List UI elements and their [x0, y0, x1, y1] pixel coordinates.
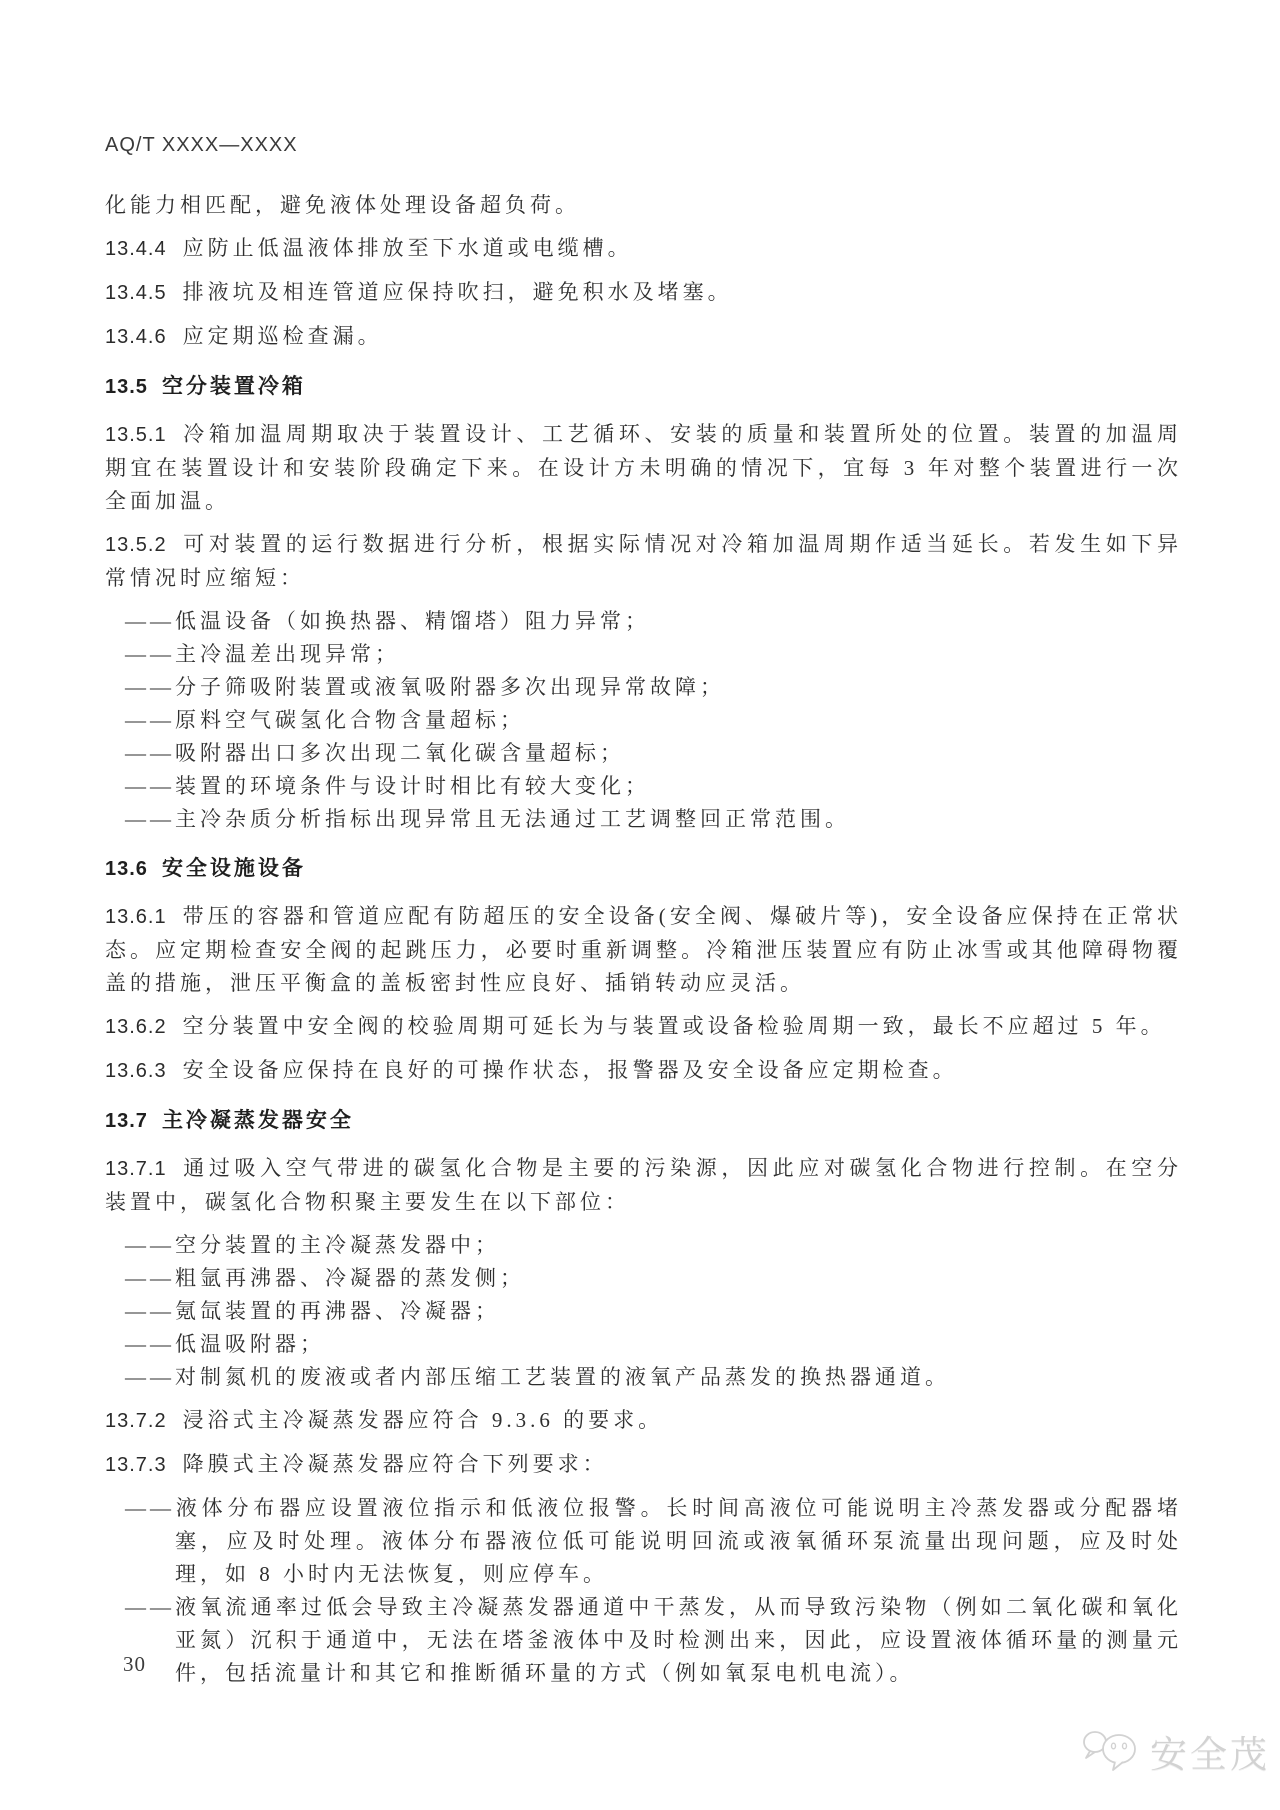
section-title: 主冷凝蒸发器安全: [161, 1108, 354, 1132]
clause-text: 排液坑及相连管道应保持吹扫，避免积水及堵塞。: [182, 280, 733, 304]
dash-list-item: ——主冷杂质分析指标出现异常且无法通过工艺调整回正常范围。: [125, 807, 850, 831]
section-number: 13.6: [105, 858, 148, 880]
clause-13-6-2: [105, 1010, 1182, 1044]
clause-13-5-1: [105, 418, 1182, 518]
clause-13-6-1: [105, 900, 1182, 1000]
dash-list-item: ——分子筛吸附装置或液氧吸附器多次出现异常故障；: [125, 675, 725, 699]
clause-number: 13.5.2: [105, 534, 167, 556]
page-number: 30: [123, 1652, 146, 1676]
clause-number: 13.6.1: [105, 906, 167, 928]
clause-number: 13.6.2: [105, 1016, 167, 1038]
dash-list-item: ——氪氙装置的再沸器、冷凝器；: [125, 1299, 500, 1323]
section-heading-13-5: [105, 370, 1182, 404]
clause-number: 13.7.2: [105, 1410, 167, 1432]
clause-13-7-1: [105, 1152, 1182, 1219]
clause-number: 13.4.6: [105, 326, 167, 348]
clause-text: 可对装置的运行数据进行分析，根据实际情况对冷箱加温周期作适当延长。若发生如下异常情况时应缩短：: [105, 532, 1182, 590]
clause-text: 降膜式主冷凝蒸发器应符合下列要求：: [182, 1452, 608, 1476]
clause-text: 带压的容器和管道应配有防超压的安全设备(安全阀、爆破片等)，安全设备应保持在正常状态。应定期检查安全阀的起跳压力，必要时重新调整。冷箱泄压装置应有防止冰雪或其他障碍物覆盖的措施，泄压平衡盒的盖板密封性应良好、插销转动应灵活。: [105, 904, 1182, 995]
watermark: [1082, 1724, 1270, 1778]
wechat-icon: [1082, 1725, 1144, 1777]
clause-text: 安全设备应保持在良好的可操作状态，报警器及安全设备应定期检查。: [182, 1058, 958, 1082]
section-title: 空分装置冷箱: [161, 374, 306, 398]
clause-13-4-4: [105, 232, 1182, 266]
clause-number: 13.5.1: [105, 424, 167, 446]
section-title: 安全设施设备: [161, 856, 306, 880]
section-number: 13.7: [105, 1110, 148, 1132]
dash-list-item: ——粗氩再沸器、冷凝器的蒸发侧；: [125, 1266, 525, 1290]
dash-list-item: ——液氧流通率过低会导致主冷凝蒸发器通道中干蒸发，从而导致污染物（例如二氧化碳和氧化亚氮）沉积于通道中，无法在塔釜液体中及时检测出来，因此，应设置液体循环量的测量元件，包括流量计和其它和推断循环量的方式（例如氧泵电机电流）。: [125, 1595, 1182, 1685]
clause-text: 空分装置中安全阀的校验周期可延长为与装置或设备检验周期一致，最长不应超过 5 年。: [182, 1014, 1166, 1038]
dash-list-item: ——空分装置的主冷凝蒸发器中；: [125, 1233, 500, 1257]
clause-text: 通过吸入空气带进的碳氢化合物是主要的污染源，因此应对碳氢化合物进行控制。在空分装置中，碳氢化合物积聚主要发生在以下部位：: [105, 1156, 1182, 1214]
clause-text: 应防止低温液体排放至下水道或电缆槽。: [182, 236, 633, 260]
clause-text: 浸浴式主冷凝蒸发器应符合 9.3.6 的要求。: [182, 1408, 664, 1432]
dash-list-item: ——原料空气碳氢化合物含量超标；: [125, 708, 525, 732]
dash-list-item: ——对制氮机的废液或者内部压缩工艺装置的液氧产品蒸发的换热器通道。: [125, 1365, 950, 1389]
watermark-label: 安全茂: [1150, 1733, 1270, 1776]
clause-text: 冷箱加温周期取决于装置设计、工艺循环、安装的质量和装置所处的位置。装置的加温周期宜在装置设计和安装阶段确定下来。在设计方未明确的情况下，宜每 3 年对整个装置进行一次全面加温。: [105, 422, 1182, 513]
clause-text: 应定期巡检查漏。: [182, 324, 383, 348]
clause-13-6-3: [105, 1054, 1182, 1088]
standard-number-header: AQ/T XXXX—XXXX: [105, 134, 298, 156]
dash-list-item: ——液体分布器应设置液位指示和低液位报警。长时间高液位可能说明主冷蒸发器或分配器堵塞，应及时处理。液体分布器液位低可能说明回流或液氧循环泵流量出现问题，应及时处理，如 8 小时内无法恢复，则应停车。: [125, 1496, 1182, 1586]
section-heading-13-6: [105, 852, 1182, 886]
paragraph-continuation: 化能力相匹配，避免液体处理设备超负荷。: [105, 193, 580, 217]
clause-13-5-2: [105, 528, 1182, 595]
clause-13-4-5: [105, 276, 1182, 310]
dash-list-item: ——主冷温差出现异常；: [125, 642, 400, 666]
section-number: 13.5: [105, 376, 148, 398]
clause-number: 13.7.1: [105, 1158, 167, 1180]
dash-list-item: ——装置的环境条件与设计时相比有较大变化；: [125, 774, 650, 798]
dash-list-item: ——低温设备（如换热器、精馏塔）阻力异常；: [125, 609, 650, 633]
clause-number: 13.7.3: [105, 1454, 167, 1476]
dash-list-item: ——低温吸附器；: [125, 1332, 325, 1356]
clause-13-4-6: [105, 320, 1182, 354]
clause-number: 13.6.3: [105, 1060, 167, 1082]
clause-number: 13.4.4: [105, 238, 167, 260]
clause-number: 13.4.5: [105, 282, 167, 304]
dash-list-item: ——吸附器出口多次出现二氧化碳含量超标；: [125, 741, 625, 765]
clause-13-7-2: [105, 1404, 1182, 1438]
clause-13-7-3: [105, 1448, 1182, 1482]
section-heading-13-7: [105, 1104, 1182, 1138]
